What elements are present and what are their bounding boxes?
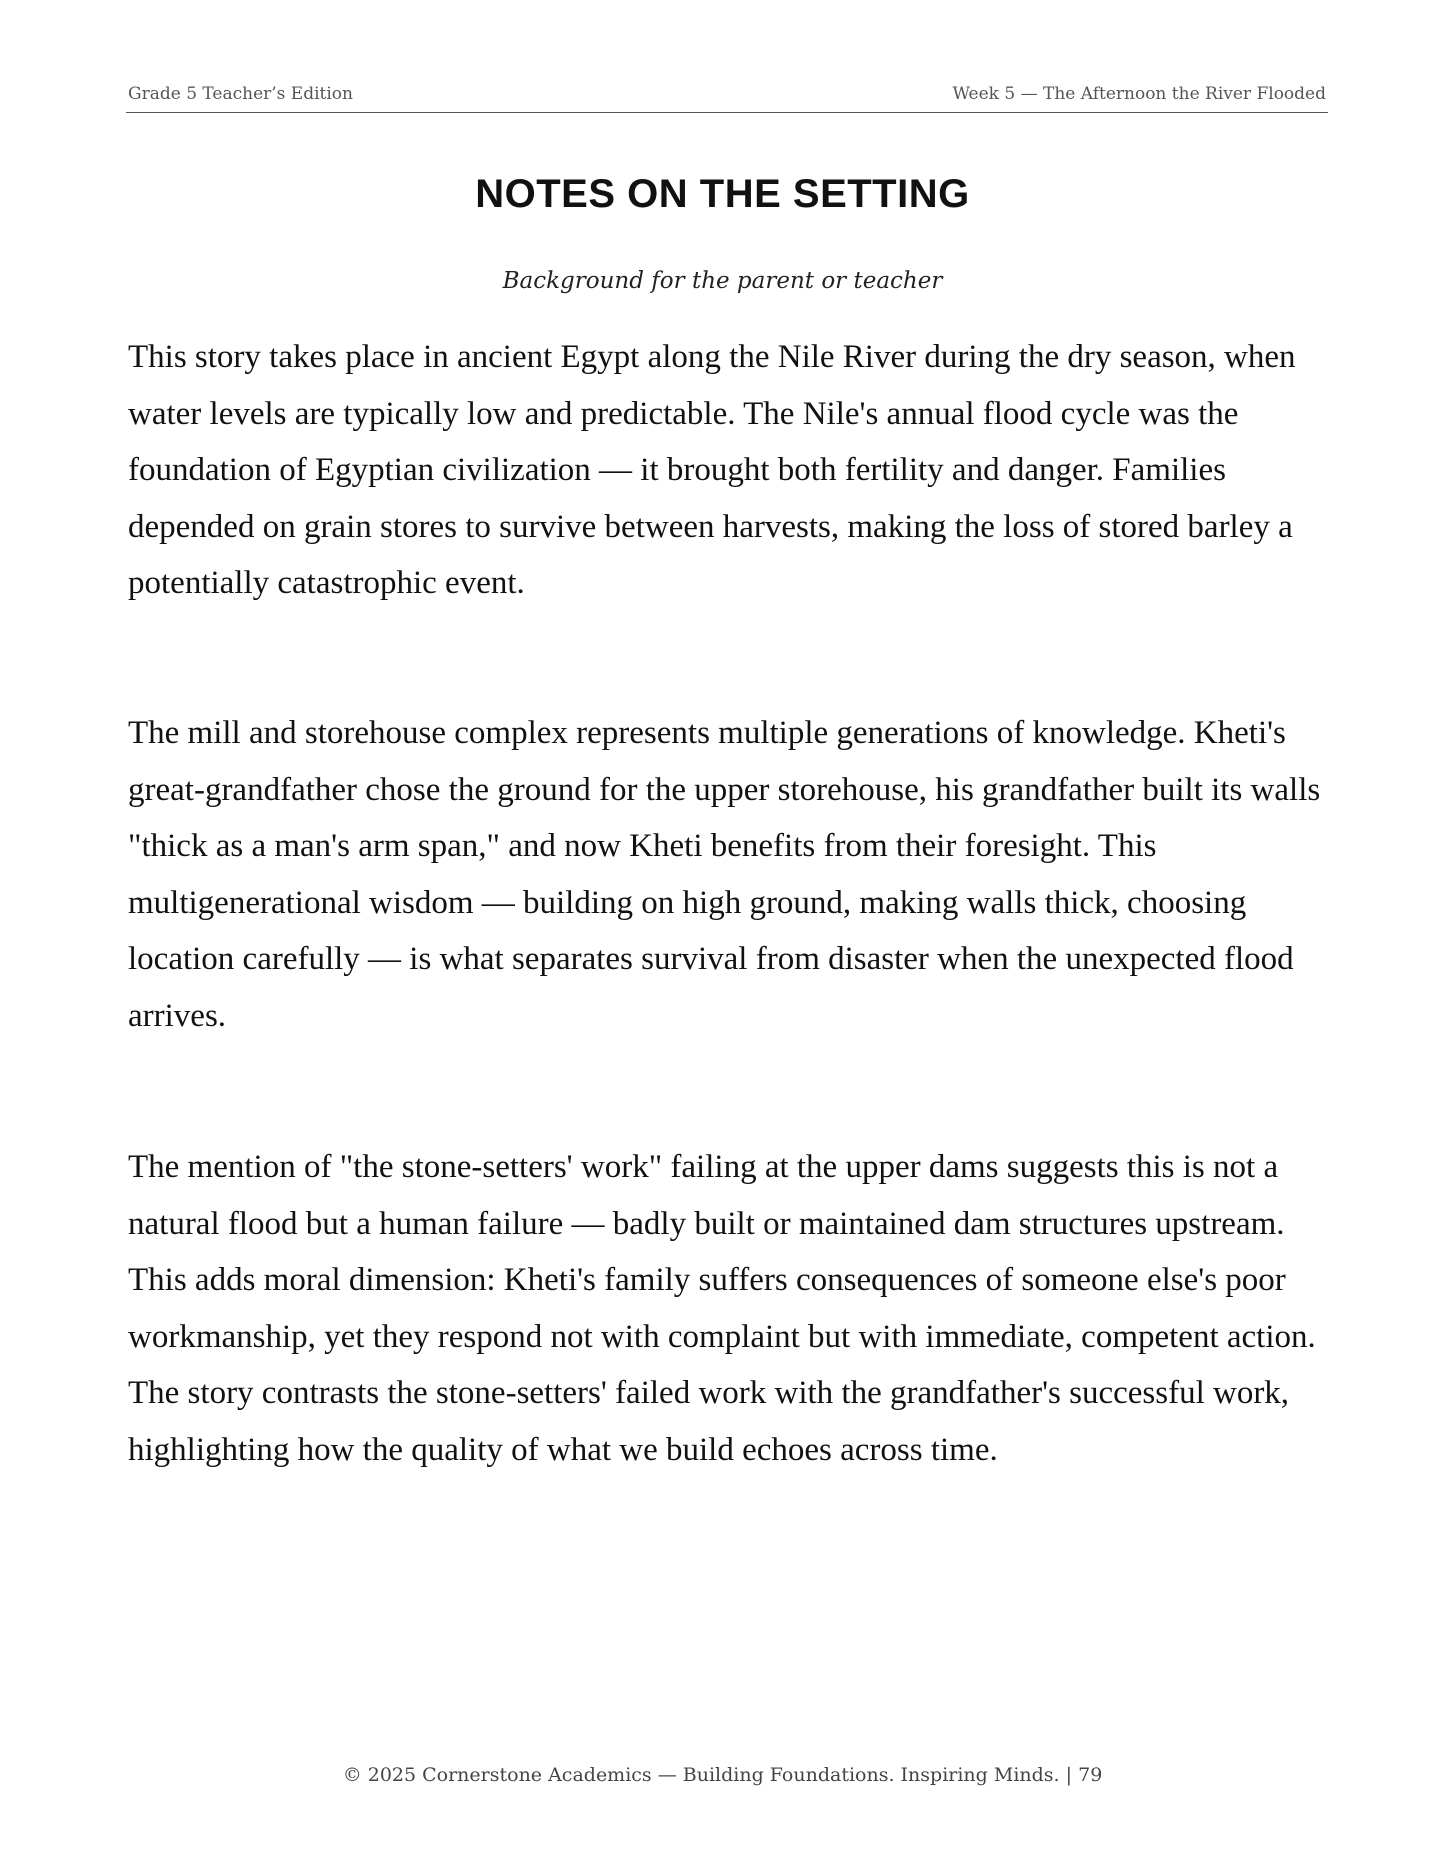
footer-copyright: © 2025 Cornerstone Academics — Building Foundations. Inspiring Minds.: [342, 1764, 1060, 1786]
page-title: NOTES ON THE SETTING: [475, 172, 970, 216]
page-footer: [0, 1764, 1445, 1786]
page-number: 79: [1078, 1764, 1103, 1786]
header-book-title: Grade 5 Teacher’s Edition: [128, 84, 353, 104]
paragraph-mill-storehouse: The mill and storehouse complex represents multiple generations of knowledge. Kheti's great-grandfather chose the ground for the upper storehouse, his grandfather built its walls "thick as a man's arm span," and now Kheti benefits from their foresight. This multigenerational wisdom — building on high ground, making walls thick, choosing location carefully — is what separates survival from disaster when the unexpected flood arrives.: [128, 715, 1321, 1034]
paragraph-stone-setters: The mention of "the stone-setters' work" failing at the upper dams suggests this is not a natural flood but a human failure — badly built or maintained dam structures upstream. This adds moral dimension: Kheti's family suffers consequences of someone else's poor workmanship, yet they respond not with complaint but with immediate, competent action. The story contrasts the stone-setters' failed work with the grandfather's successful work, highlighting how the quality of what we build echoes across time.: [128, 1149, 1316, 1468]
page-subtitle: Background for the parent or teacher: [502, 268, 943, 294]
footer-separator: |: [1065, 1764, 1073, 1786]
paragraph-setting-intro: This story takes place in ancient Egypt along the Nile River during the dry season, when water levels are typically low and predictable. The Nile's annual flood cycle was the foundation of Egyptian civilization — it brought both fertility and danger. Families depended on grain stores to survive between harvests, making the loss of stored barley a potentially catastrophic event.: [128, 339, 1296, 601]
header-week-title: Week 5 — The Afternoon the River Flooded: [952, 84, 1326, 104]
running-header: [126, 82, 1328, 113]
